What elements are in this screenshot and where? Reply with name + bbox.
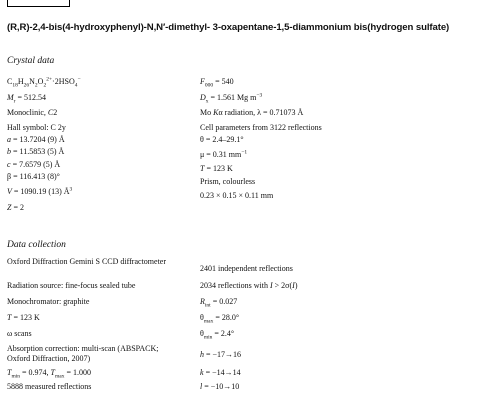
h-range: h = −17→16 bbox=[200, 350, 242, 359]
monochromator: Monochromator: graphite bbox=[7, 297, 90, 306]
cell-b: b = 11.5853 (5) Å bbox=[7, 147, 65, 156]
radiation: Mo Kα radiation, λ = 0.71073 Å bbox=[200, 108, 304, 117]
crystal-size: 0.23 × 0.15 × 0.11 mm bbox=[200, 191, 274, 200]
z-value: Z = 2 bbox=[7, 203, 24, 212]
collection-temperature: T = 123 K bbox=[7, 313, 40, 322]
l-range: l = −10→10 bbox=[200, 382, 240, 391]
r-int: $R_{int} = 0.027$ bbox=[200, 297, 238, 309]
mu: μ = 0.31 $mm^{-1}$ bbox=[200, 149, 248, 159]
theta-range: θ = 2.4–29.1° bbox=[200, 135, 244, 144]
crystal-system: Monoclinic, C2 bbox=[7, 108, 58, 117]
paper-title bbox=[7, 22, 491, 33]
cell-a: a = 13.7204 (9) Å bbox=[7, 135, 65, 144]
hall-symbol: Hall symbol: C 2y bbox=[7, 123, 66, 132]
diffractometer: Oxford Diffraction Gemini S CCD diffractometer bbox=[7, 257, 166, 266]
independent-reflections: 2401 independent reflections bbox=[200, 264, 293, 273]
scan-type: ω scans bbox=[7, 329, 32, 338]
theta-max: $\theta_{max} = 28.0^\circ$ bbox=[200, 313, 240, 325]
formula: $C_{18}H_{26}N_2O_2^{2+}\cdot 2HSO_4^-$ bbox=[7, 76, 81, 89]
radiation-source: Radiation source: fine-focus sealed tube bbox=[7, 281, 136, 290]
title-text: (R,R)-2,4-bis(4-hydroxyphenyl)-N,N′-dimethyl- 3-oxapentane-1,5-diammonium bis(hydrogen sulfate) bbox=[7, 22, 450, 33]
theta-min: $\theta_{min} = 2.4^\circ$ bbox=[200, 329, 235, 341]
cell-parameters: Cell parameters from 3122 reflections bbox=[200, 123, 322, 132]
measured-reflections: 5888 measured reflections bbox=[7, 382, 92, 391]
absorption-correction: Absorption correction: multi-scan (ABSPACK; Oxford Diffraction, 2007) bbox=[7, 344, 159, 363]
crystal-data-heading: Crystal data bbox=[7, 56, 55, 66]
observed-reflections: 2034 reflections with I > 2σ(I) bbox=[200, 281, 298, 290]
molar-mass: $M_r = 512.54$ bbox=[7, 93, 47, 105]
cell-c: c = 7.6579 (5) Å bbox=[7, 160, 61, 169]
cell-volume: V = 1090.19 (13) $Å^3$ bbox=[7, 186, 73, 196]
k-range: k = −14→14 bbox=[200, 368, 241, 377]
temperature: T = 123 K bbox=[200, 164, 233, 173]
transmission: $T_{min} = 0.974$, $T_{max} = 1.000$ bbox=[7, 368, 91, 380]
density: $D_x = 1.561$ Mg $m^{-3}$ bbox=[200, 92, 263, 105]
crystal-shape: Prism, colourless bbox=[200, 177, 256, 186]
cell-beta: β = 116.413 (8)° bbox=[7, 172, 60, 181]
f000: $F_{000} = 540$ bbox=[200, 77, 234, 89]
data-collection-heading: Data collection bbox=[7, 240, 66, 250]
top-decoration-bar bbox=[7, 0, 70, 7]
